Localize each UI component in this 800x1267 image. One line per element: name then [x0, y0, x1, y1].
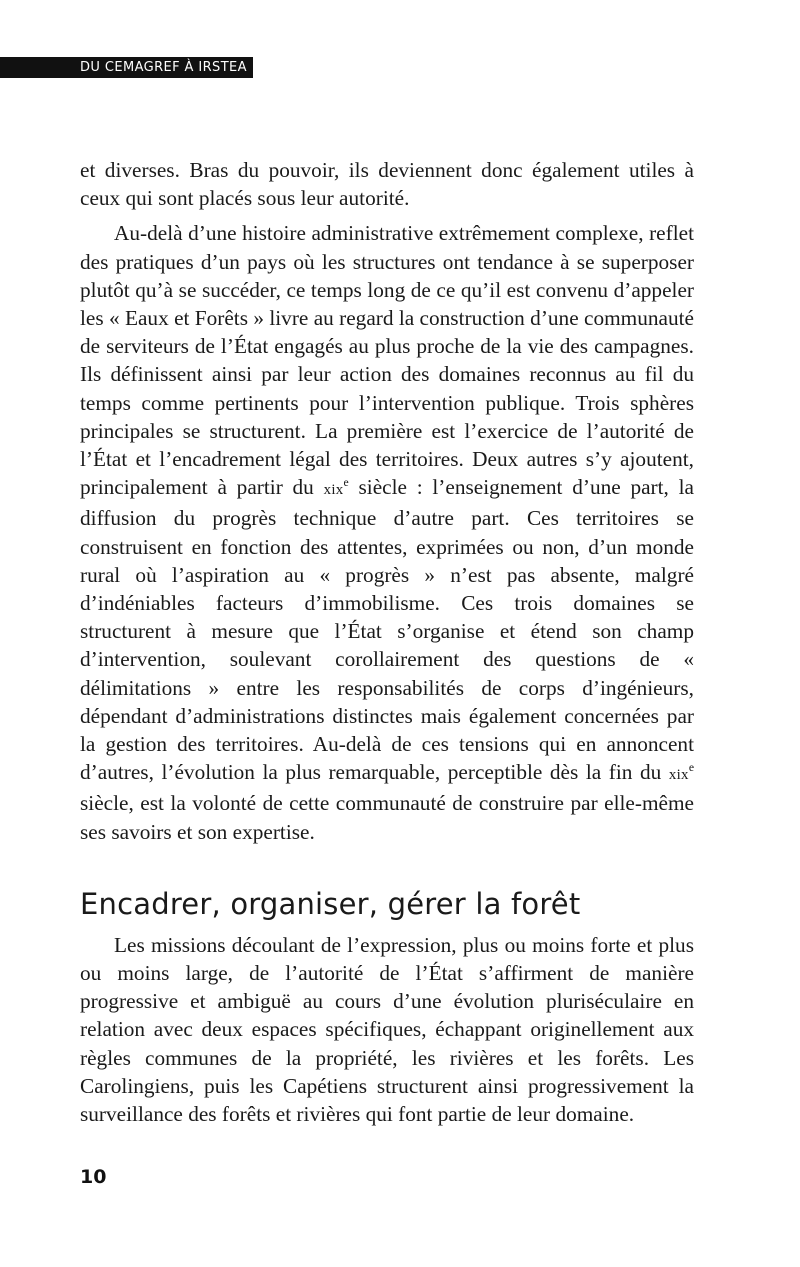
running-header	[0, 57, 253, 78]
running-header-title: DU CEMAGREF À IRSTEA	[80, 60, 247, 75]
page-body	[80, 156, 694, 1128]
page-number: 10	[80, 1166, 107, 1188]
paragraph-missions: Les missions découlant de l’expression, plus ou moins forte et plus ou moins large, de l’autorité de l’État s’affirment de manière progressive et ambiguë au cours d’une évolution pluriséculaire en relation avec deux espaces spécifiques, échappant originellement aux règles communes de la propriété, les rivières et les forêts. Les Carolingiens, puis les Capétiens structurent ainsi progressivement la surveillance des forêts et rivières qui font partie de leur domaine.	[80, 932, 694, 1127]
century-suffix: e	[688, 761, 695, 775]
paragraph-continuation: et diverses. Bras du pouvoir, ils deviennent donc également utiles à ceux qui sont placés sous leur autorité.	[80, 158, 694, 211]
paragraph-text-part-a: Au-delà d’une histoire administrative extrêmement complexe, reflet des pratiques d’un pays où les structures ont tendance à se superposer plutôt qu’à se succéder, ce temps long de ce qu’il est convenu d’appeler les « Eaux et Forêts » livre au regard la construction d’une communauté de serviteurs de l’État engagés au plus proche de la vie des campagnes. Ils définissent ainsi par leur action des domaines reconnus au fil du temps comme pertinents pour l’intervention publique. Trois sphères principales se structurent. La première est l’exercice de l’autorité de l’État et l’encadrement légal des territoires. Deux autres s’y ajoutent, principalement à partir du	[80, 221, 694, 500]
century-numeral: xix	[323, 482, 344, 499]
paragraph-eaux-et-forets	[80, 219, 694, 845]
paragraph-text-part-b: siècle : l’enseignement d’une part, la diffusion du progrès technique d’autre part. Ces territoires se construisent en fonction des attentes, exprimées ou non, d’un monde rural où l’aspiration au « progrès » n’est pas absente, malgré d’indéniables facteurs d’immobilisme. Ces trois domaines se structurent à mesure que l’État s’organise et étend son champ d’intervention, soulevant corollairement des questions de « délimitations » entre les responsabilités de corps d’ingénieurs, dépendant d’administrations distinctes mais également concernées par la gestion des territoires. Au-delà de ces tensions qui en annoncent d’autres, l’évolution la plus remarquable, perceptible dès la fin du	[80, 475, 694, 785]
section-heading: Encadrer, organiser, gérer la forêt	[80, 886, 581, 921]
paragraph-text-part-c: siècle, est la volonté de cette communauté de construire par elle-même ses savoirs et son expertise.	[80, 791, 694, 844]
century-suffix: e	[343, 476, 349, 490]
century-numeral: xix	[668, 767, 689, 784]
